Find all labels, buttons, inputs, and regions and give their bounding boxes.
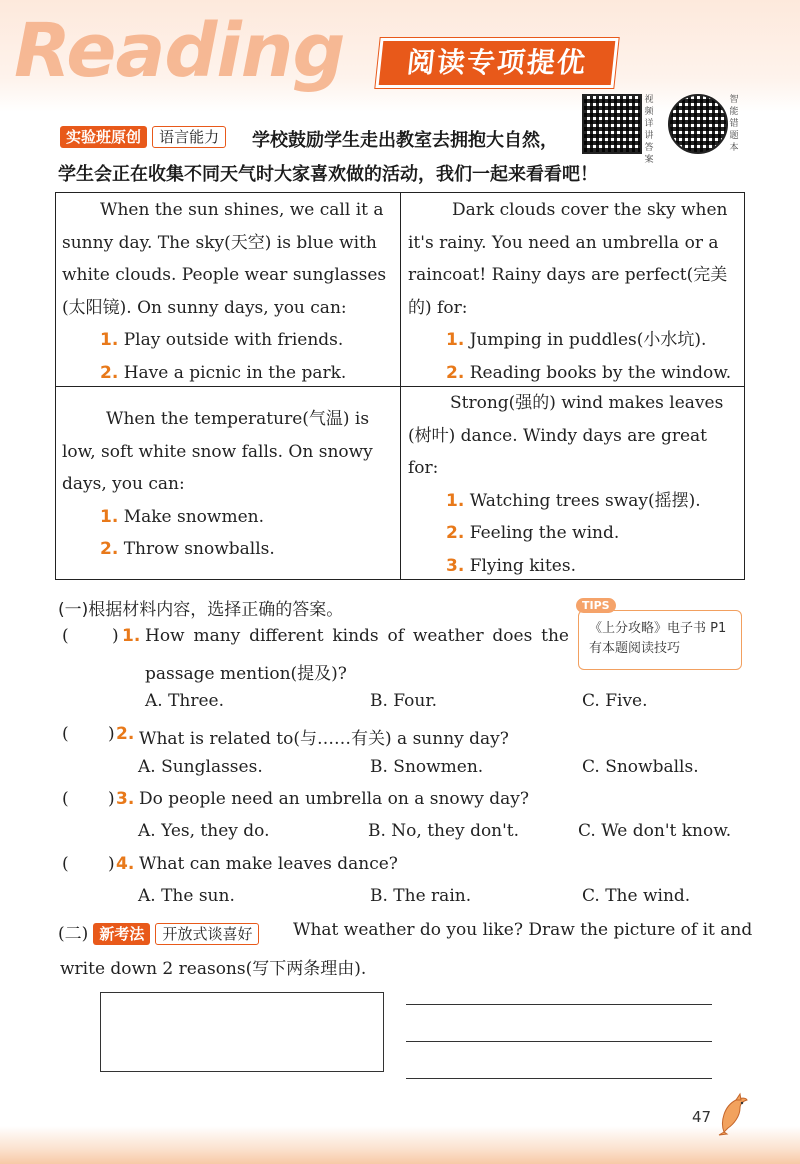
snowy-line: When the temperature(气温) is bbox=[106, 409, 370, 429]
writing-line-2[interactable] bbox=[406, 1041, 712, 1042]
question-text: What is related to(与……有关) a sunny day? bbox=[139, 729, 509, 749]
answer-paren-open[interactable]: ( bbox=[62, 854, 69, 874]
intro-tags bbox=[60, 126, 226, 147]
sunny-line: (太阳镜). On sunny days, you can: bbox=[62, 297, 347, 318]
tips-line-1: 《上分攻略》电子书 P1 bbox=[589, 621, 727, 636]
list-item: 1. Make snowmen. bbox=[100, 506, 265, 527]
tag-new-method: 新考法 bbox=[93, 923, 150, 945]
windy-line: Strong(强的) wind makes leaves bbox=[450, 393, 724, 413]
option-c[interactable]: C. We don't know. bbox=[578, 821, 732, 841]
section2-header bbox=[58, 919, 259, 944]
tag-skill: 语言能力 bbox=[152, 126, 226, 148]
option-b[interactable]: B. Snowmen. bbox=[370, 757, 484, 777]
page-number: 47 bbox=[692, 1108, 712, 1126]
question-text: How many different kinds of weather does the bbox=[145, 626, 569, 646]
question-number: 3. bbox=[116, 789, 135, 809]
list-item: 1. Watching trees sway(摇摆). bbox=[446, 490, 701, 511]
question-number: 4. bbox=[116, 854, 135, 874]
windy-line: (树叶) dance. Windy days are great bbox=[408, 425, 707, 446]
list-item: 2. Reading books by the window. bbox=[446, 362, 732, 383]
tag-open-preference: 开放式谈喜好 bbox=[155, 923, 259, 945]
qr-code-video[interactable] bbox=[582, 94, 642, 154]
answer-paren-close: ) bbox=[108, 724, 115, 744]
footer-background bbox=[0, 1126, 800, 1164]
windy-line: for: bbox=[408, 458, 439, 478]
tips-badge: TIPS bbox=[576, 598, 616, 613]
drawing-box[interactable] bbox=[100, 992, 384, 1072]
answer-paren-open[interactable]: ( bbox=[62, 789, 69, 809]
question-text: Do people need an umbrella on a snowy day? bbox=[139, 789, 529, 809]
option-b[interactable]: B. The rain. bbox=[370, 886, 472, 906]
question-number: 2. bbox=[116, 724, 135, 744]
writing-line-1[interactable] bbox=[406, 1004, 712, 1005]
rainy-line: Dark clouds cover the sky when bbox=[452, 200, 728, 220]
question-text-cont: passage mention(提及)? bbox=[145, 664, 347, 684]
option-a[interactable]: A. The sun. bbox=[138, 886, 235, 906]
option-a[interactable]: A. Three. bbox=[145, 691, 225, 711]
option-b[interactable]: B. No, they don't. bbox=[368, 821, 520, 841]
option-a[interactable]: A. Sunglasses. bbox=[138, 757, 263, 777]
question-number: 1. bbox=[122, 626, 141, 646]
answer-paren-close: ) bbox=[112, 626, 119, 646]
list-item: 1. Play outside with friends. bbox=[100, 330, 344, 350]
dolphin-icon bbox=[716, 1092, 750, 1136]
cell-sunny bbox=[62, 194, 394, 389]
tag-original: 实验班原创 bbox=[60, 126, 147, 148]
snowy-line: low, soft white snow falls. On snowy bbox=[62, 441, 373, 462]
option-c[interactable]: C. The wind. bbox=[582, 886, 691, 906]
cell-windy bbox=[408, 387, 739, 582]
qr-caption-mistakes: 智能错题本 bbox=[729, 95, 739, 153]
list-item: 2. Feeling the wind. bbox=[446, 523, 620, 543]
cell-snowy bbox=[62, 403, 394, 566]
rainy-line: it's rainy. You need an umbrella or a bbox=[408, 232, 719, 253]
reading-title: Reading bbox=[14, 8, 345, 94]
rainy-line: raincoat! Rainy days are perfect(完美 bbox=[408, 265, 728, 285]
option-c[interactable]: C. Five. bbox=[582, 691, 648, 711]
intro-line-2: 学生会正在收集不同天气时大家喜欢做的活动，我们一起来看看吧！ bbox=[58, 164, 598, 185]
answer-paren-close: ) bbox=[108, 789, 115, 809]
sunny-line: sunny day. The sky(天空) is blue with bbox=[62, 232, 377, 253]
intro-line-1: 学校鼓励学生走出教室去拥抱大自然， bbox=[252, 130, 558, 151]
section2-prefix: (二) bbox=[58, 924, 89, 944]
option-b[interactable]: B. Four. bbox=[370, 691, 438, 711]
option-c[interactable]: C. Snowballs. bbox=[582, 757, 699, 777]
tips-line-2: 有本题阅读技巧 bbox=[589, 641, 681, 656]
question-text: What can make leaves dance? bbox=[139, 854, 398, 874]
qr-code-mistakes[interactable] bbox=[668, 94, 728, 154]
list-item: 1. Jumping in puddles(小水坑). bbox=[446, 330, 707, 350]
section-banner: 阅读专项提优 bbox=[375, 38, 618, 88]
section2-text-2: write down 2 reasons(写下两条理由). bbox=[60, 959, 367, 979]
answer-paren-open[interactable]: ( bbox=[62, 626, 69, 646]
section2-text-1: What weather do you like? Draw the picture of it and bbox=[293, 920, 753, 940]
list-item: 3. Flying kites. bbox=[446, 555, 576, 576]
tips-box bbox=[578, 610, 742, 670]
writing-line-3[interactable] bbox=[406, 1078, 712, 1079]
cell-rainy bbox=[408, 194, 739, 389]
sunny-line: white clouds. People wear sunglasses bbox=[62, 265, 387, 285]
section1-title: (一)根据材料内容，选择正确的答案。 bbox=[58, 600, 344, 620]
answer-paren-open[interactable]: ( bbox=[62, 724, 69, 744]
list-item: 2. Throw snowballs. bbox=[100, 539, 275, 559]
qr-caption-video: 视频详讲答案 bbox=[644, 95, 654, 165]
sunny-line: When the sun shines, we call it a bbox=[100, 200, 384, 220]
list-item: 2. Have a picnic in the park. bbox=[100, 362, 347, 383]
option-a[interactable]: A. Yes, they do. bbox=[138, 821, 270, 841]
rainy-line: 的) for: bbox=[408, 297, 468, 318]
snowy-line: days, you can: bbox=[62, 474, 185, 494]
answer-paren-close: ) bbox=[108, 854, 115, 874]
